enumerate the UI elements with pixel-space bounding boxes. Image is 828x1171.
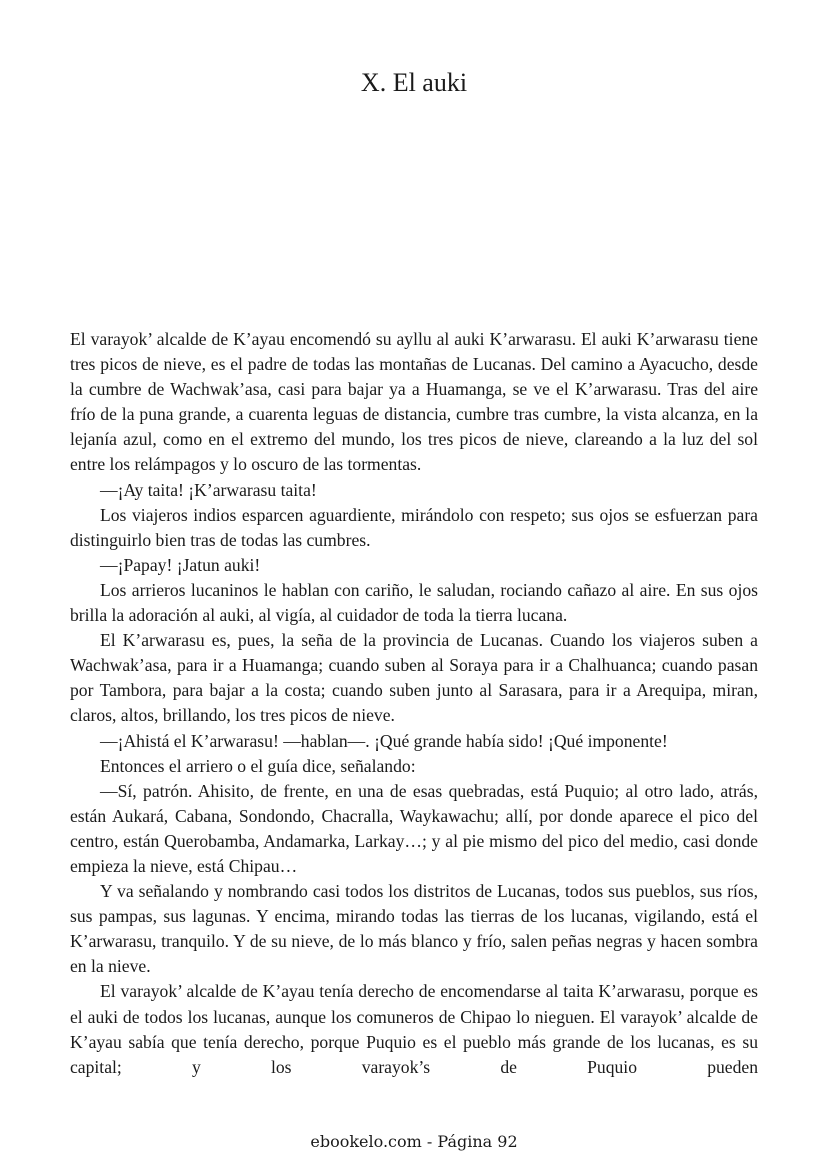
paragraph-8: Entonces el arriero o el guía dice, señalando:: [100, 755, 416, 776]
paragraph-9-dialogue: —Sí, patrón. Ahisito, de frente, en una de esas quebradas, está Puquio; al otro lado, atrás, están Aukará, Cabana, Sondondo, Chacralla, Waykawachu; allí, por donde aparece el pico del centro, están Querobamba, Andamarka, Larkay…; y al pie mismo del pico del medio, casi donde empieza la nieve, está Chipau…: [70, 780, 758, 876]
paragraph-5: Los arrieros lucaninos le hablan con cariño, le saludan, rociando cañazo al aire. En sus ojos brilla la adoración al auki, al vigía, al cuidador de toda la tierra lucana.: [70, 579, 758, 626]
paragraph-4-dialogue: —¡Papay! ¡Jatun auki!: [100, 554, 261, 575]
paragraph-10: Y va señalando y nombrando casi todos los distritos de Lucanas, todos sus pueblos, sus ríos, sus pampas, sus lagunas. Y encima, mirando todas las tierras de los lucanas, vigilando, está el K’arwarasu, tranquilo. Y de su nieve, de lo más blanco y frío, salen peñas negras y hacen sombra en la nieve.: [70, 881, 758, 977]
paragraph-6: El K’arwarasu es, pues, la seña de la provincia de Lucanas. Cuando los viajeros suben a Wachwak’asa, para ir a Huamanga; cuando suben al Soraya para ir a Chalhuanca; cuando pasan por Tambora, para bajar a la costa; cuando suben junto al Sarasara, para ir a Arequipa, miran, claros, altos, brillando, los tres picos de nieve.: [70, 630, 758, 726]
paragraph-2-dialogue: —¡Ay taita! ¡K’arwarasu taita!: [100, 479, 317, 500]
paragraph-3: Los viajeros indios esparcen aguardiente, mirándolo con respeto; sus ojos se esfuerzan para distinguirlo bien tras de todas las cumbres.: [70, 504, 758, 550]
paragraph-1: El varayok’ alcalde de K’ayau encomendó su ayllu al auki K’arwarasu. El auki K’arwarasu tiene tres picos de nieve, es el padre de todas las montañas de Lucanas. Del camino a Ayacucho, desde la cumbre de Wachwak’asa, casi para bajar ya a Huamanga, se ve el K’arwarasu. Tras del aire frío de la puna grande, a cuarenta leguas de distancia, cumbre tras cumbre, la vista alcanza, en la lejanía azul, como en el extremo del mundo, los tres picos de nieve, clareando a la luz del sol entre los relámpagos y lo oscuro de las tormentas.: [70, 329, 758, 475]
paragraph-11: El varayok’ alcalde de K’ayau tenía derecho de encomendarse al taita K’arwarasu, porque es el auki de todos los lucanas, aunque los comuneros de Chipao lo nieguen. El varayok’ alcalde de K’ayau sabía que tenía derecho, porque Puquio es el pueblo más grande de los lucanas, es su capital; y los varayok’s de Puquio pueden: [70, 981, 758, 1077]
chapter-title: X. El auki: [360, 68, 468, 97]
page-footer: ebookelo.com - Página 92: [310, 1132, 518, 1151]
paragraph-7-dialogue: —¡Ahistá el K’arwarasu! —hablan—. ¡Qué grande había sido! ¡Qué imponente!: [100, 730, 668, 751]
chapter-body: [70, 327, 758, 1080]
